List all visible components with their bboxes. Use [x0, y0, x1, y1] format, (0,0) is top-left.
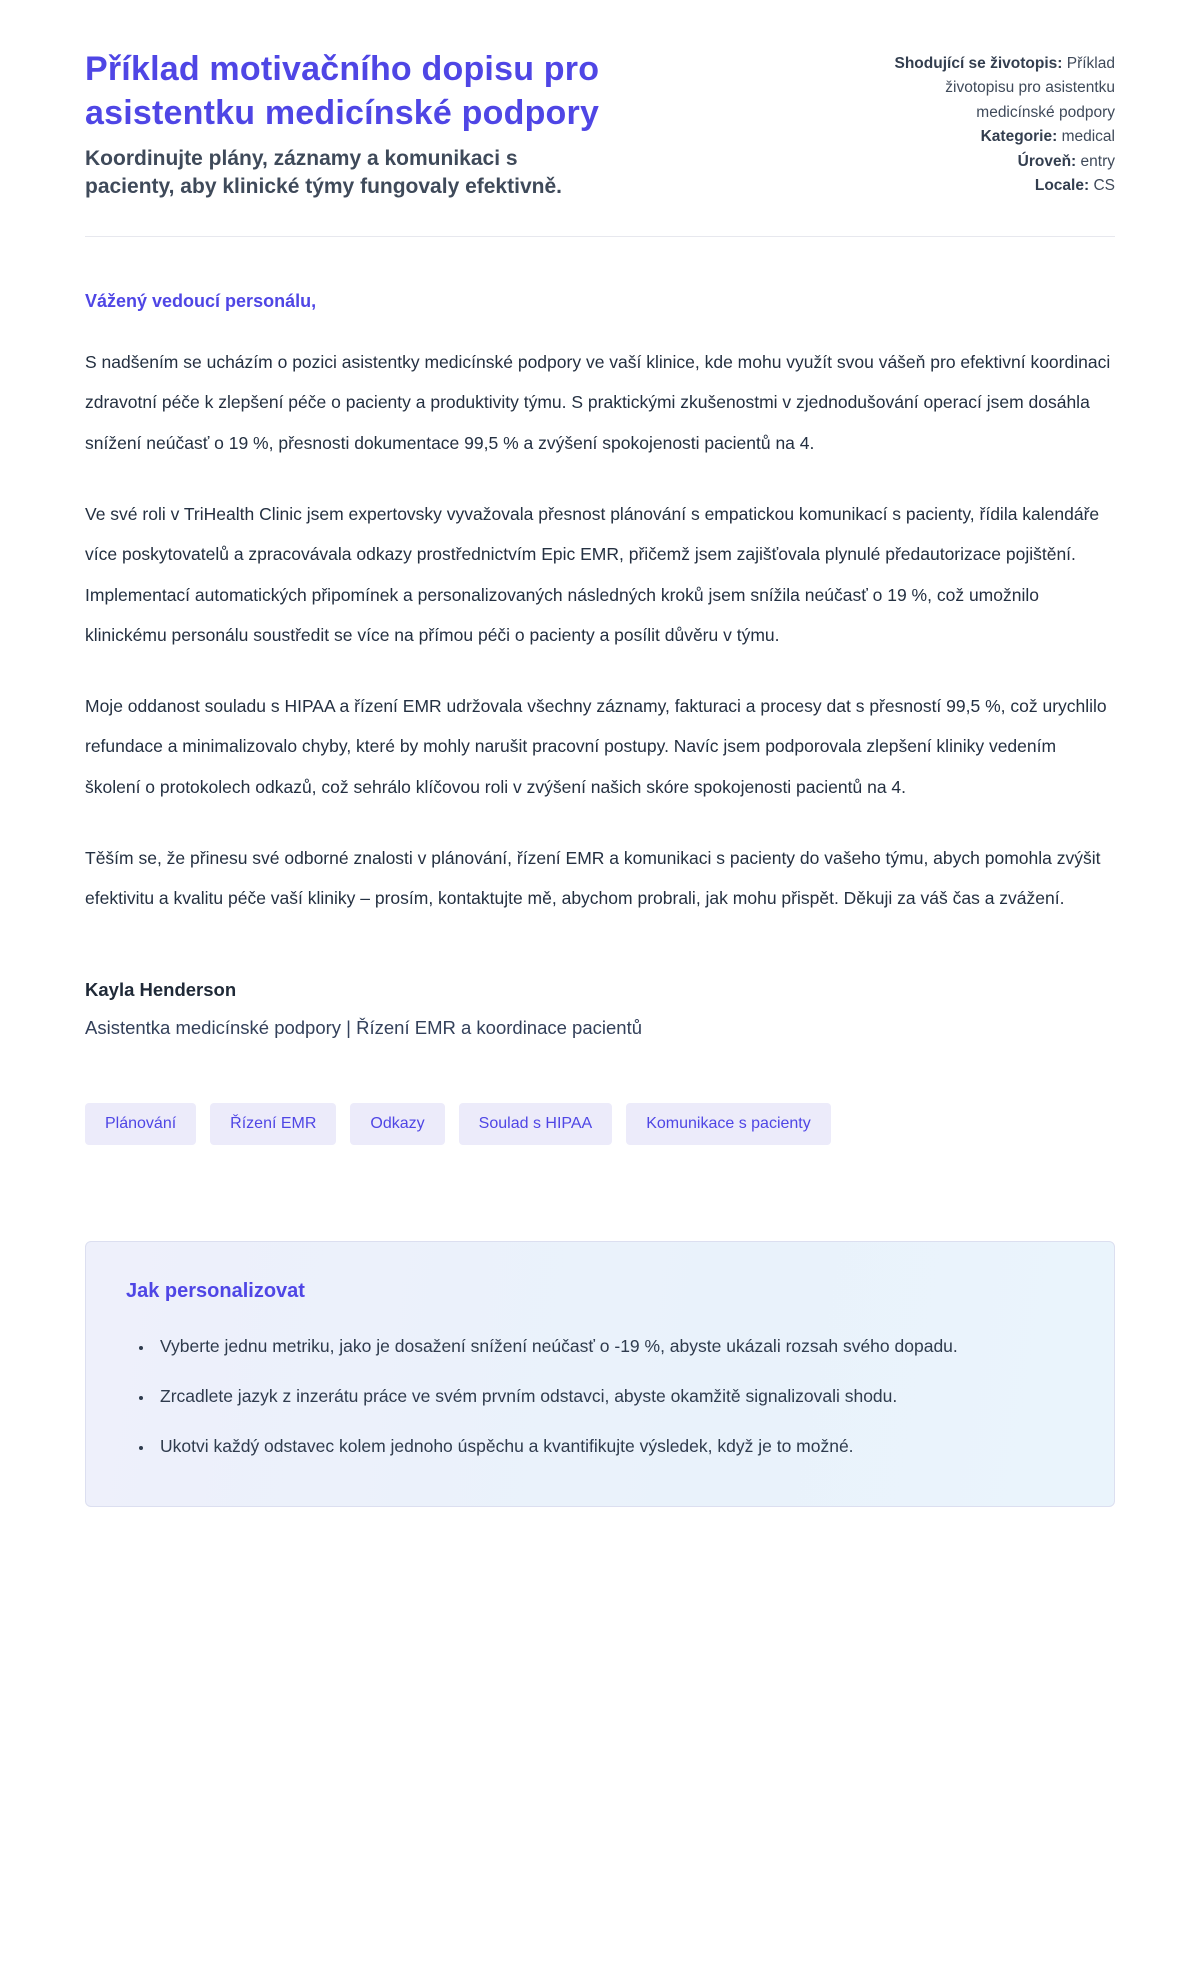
meta-label: Shodující se životopis: [894, 55, 1063, 72]
personalize-tip: • Ukotvi každý odstavec kolem jednoho úspěchu a kvantifikujte výsledek, když je to možné. [154, 1429, 1074, 1465]
letter-paragraph: Moje oddanost souladu s HIPAA a řízení EMR udržovala všechny záznamy, fakturaci a procesy dat s přesností 99,5 %, což urychlilo refundace a minimalizovalo chyby, které by mohly narušit pracovní postupy. Navíc jsem podporovala zlepšení kliniky vedením školení o protokolech odkazů, což sehrálo klíčovou roli v zvýšení našich skóre spokojenosti pacientů na 4. [85, 695, 1107, 798]
signature-name: Kayla Henderson [85, 978, 237, 1000]
meta-matching-resume [865, 52, 1115, 125]
letter-greeting: Vážený vedoucí personálu, [85, 290, 317, 311]
meta-value: medical [1061, 128, 1115, 146]
document-meta [865, 52, 1115, 199]
meta-value: CS [1093, 177, 1115, 195]
letter-paragraph: Těším se, že přinesu své odborné znalosti v plánování, řízení EMR a komunikaci s pacienty do vašeho týmu, abych pomohla zvýšit efektivitu a kvalitu péče vaší kliniky – prosím, kontaktujte mě, abychom probrali, jak mohu přispět. Děkuji za váš čas a zvážení. [85, 847, 1101, 909]
meta-label: Kategorie: [980, 128, 1058, 146]
skill-tags [85, 1103, 1115, 1145]
tag-planning[interactable]: Plánování [85, 1103, 196, 1145]
meta-value: Příklad životopisu pro asistentku medicínské podpory [945, 55, 1115, 121]
letter-signature [85, 979, 1115, 1039]
personalize-tip: • Zrcadlete jazyk z inzerátu práce ve svém prvním odstavci, abyste okamžitě signalizovali shodu. [154, 1379, 1074, 1415]
signature-title: Asistentka medicínské podpory | Řízení EMR a koordinace pacientů [85, 1016, 643, 1038]
personalize-tips-list [126, 1329, 1074, 1465]
letter-body [85, 291, 1115, 1039]
page-subtitle: Koordinujte plány, záznamy a komunikaci s pacienty, aby klinické týmy fungovaly efektivně. [85, 147, 562, 199]
page-header [85, 48, 1115, 202]
meta-locale [865, 174, 1115, 198]
meta-category [865, 125, 1115, 149]
personalize-heading: Jak personalizovat [126, 1279, 305, 1302]
header-divider [85, 236, 1115, 237]
letter-paragraph: Ve své roli v TriHealth Clinic jsem expertovsky vyvažovala přesnost plánování s empatickou komunikací s pacienty, řídila kalendáře více poskytovatelů a zpracovávala odkazy prostřednictvím Epic EMR, přičemž jsem zajišťovala plynulé předautorizace pojištění. Implementací automatických připomínek a personalizovaných následných kroků jsem snížila neúčasť o 19 %, což umožnilo klinickému personálu soustředit se více na přímou péči o pacienty a posílit důvěru v týmu. [85, 503, 1100, 646]
meta-label: Locale: [1034, 177, 1090, 195]
header-title-block [85, 48, 625, 202]
tag-emr-management[interactable]: Řízení EMR [210, 1103, 336, 1145]
meta-label: Úroveň: [1017, 152, 1077, 170]
cover-letter-page [85, 0, 1115, 1577]
tag-patient-communication[interactable]: Komunikace s pacienty [626, 1103, 831, 1145]
tag-referrals[interactable]: Odkazy [350, 1103, 444, 1145]
meta-level [865, 150, 1115, 174]
letter-paragraph: S nadšením se ucházím o pozici asistentky medicínské podpory ve vaší klinice, kde mohu využít svou vášeň pro efektivní koordinaci zdravotní péče k zlepšení péče o pacienty a produktivity týmu. S praktickými zkušenostmi v zjednodušování operací jsem dosáhla snížení neúčasť o 19 %, přesnosti dokumentace 99,5 % a zvýšení spokojenosti pacientů na 4. [85, 351, 1111, 453]
tag-hipaa-compliance[interactable]: Soulad s HIPAA [459, 1103, 613, 1145]
meta-value: entry [1080, 152, 1115, 170]
page-title: Příklad motivačního dopisu pro asistentku medicínské podpory [85, 50, 600, 132]
personalize-tips-box [85, 1241, 1115, 1508]
personalize-tip: • Vyberte jednu metriku, jako je dosažení snížení neúčasť o -19 %, abyste ukázali rozsah svého dopadu. [154, 1329, 1074, 1365]
